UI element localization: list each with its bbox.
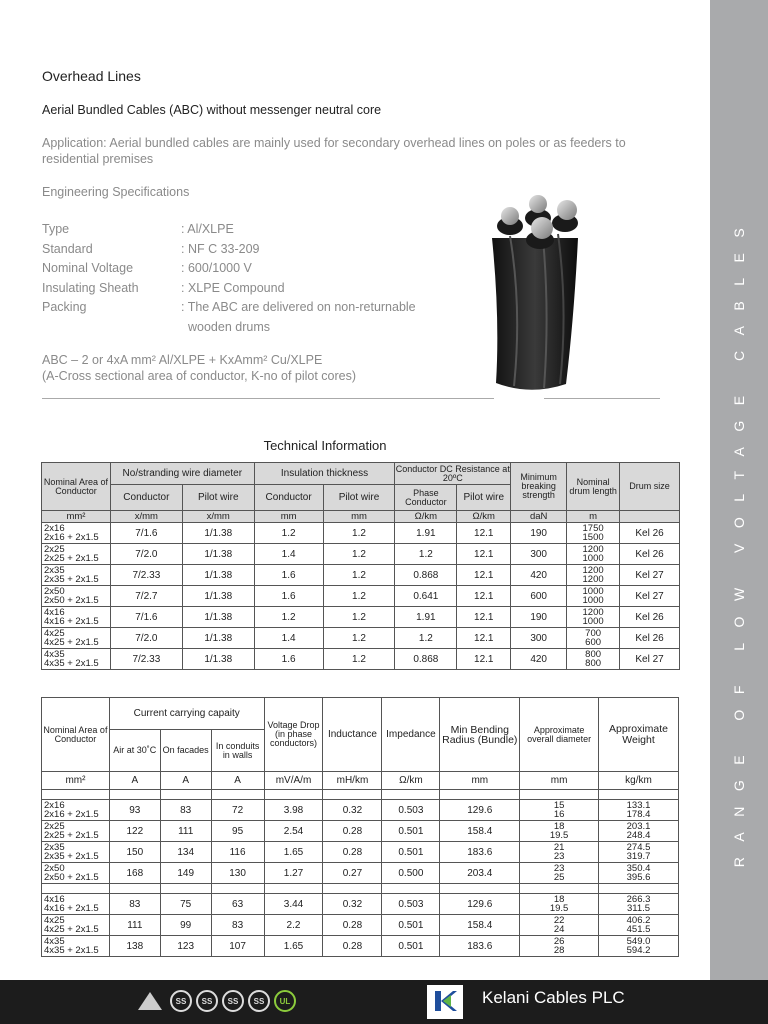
header-drum-size: Drum size <box>620 463 680 511</box>
insulation-pilot-cell: 1.2 <box>323 565 395 586</box>
tech-info-title: Technical Information <box>263 438 387 453</box>
pilot-cell: 1/1.38 <box>182 628 254 649</box>
table-row <box>42 842 679 863</box>
voltage-drop-cell: 3.98 <box>264 800 323 821</box>
sls-seal-icon: SS <box>248 990 270 1012</box>
spec-row <box>42 259 462 279</box>
voltage-drop-cell: 2.2 <box>264 915 323 936</box>
formula <box>42 352 356 384</box>
area-cell: 4x16 4x16 + 2x1.5 <box>42 607 111 628</box>
drum-size-cell: Kel 26 <box>620 628 680 649</box>
unit-cell: A <box>160 772 211 790</box>
weight-cell: 266.3 311.5 <box>599 894 679 915</box>
divider <box>544 398 660 399</box>
pilot-cell: 1/1.38 <box>182 565 254 586</box>
insulation-conductor-cell: 1.6 <box>254 649 323 670</box>
conductor-cell: 7/2.7 <box>110 586 182 607</box>
unit-cell: Ω/km <box>395 511 457 523</box>
weight-cell: 549.0 594.2 <box>599 936 679 957</box>
unit-cell <box>620 511 680 523</box>
table-row <box>42 894 679 915</box>
voltage-drop-cell: 3.44 <box>264 894 323 915</box>
formula-line-1: ABC – 2 or 4xA mm² Al/XLPE + KxAmm² Cu/XLPE <box>42 353 323 367</box>
insulation-conductor-cell: 1.4 <box>254 544 323 565</box>
resistance-pilot-cell: 12.1 <box>457 628 511 649</box>
spacer-cell <box>109 790 160 800</box>
page-subtitle: Aerial Bundled Cables (ABC) without messenger neutral core <box>42 103 382 117</box>
inductance-cell: 0.32 <box>323 800 382 821</box>
area-cell: 4x35 4x35 + 2x1.5 <box>42 649 111 670</box>
bending-radius-cell: 129.6 <box>440 894 520 915</box>
conduits-cell: 83 <box>211 915 264 936</box>
breaking-strength-cell: 420 <box>511 565 567 586</box>
table-row <box>42 915 679 936</box>
bending-radius-cell: 158.4 <box>440 915 520 936</box>
voltage-drop-cell: 2.54 <box>264 821 323 842</box>
table-row <box>42 936 679 957</box>
breaking-strength-cell: 600 <box>511 586 567 607</box>
spacer-cell <box>520 790 599 800</box>
spec-value: : NF C 33-209 <box>181 241 260 256</box>
spacer-cell <box>211 884 264 894</box>
conduits-cell: 95 <box>211 821 264 842</box>
header-drum-length: Nominal drum length <box>567 463 620 511</box>
unit-cell: mm <box>520 772 599 790</box>
unit-cell: A <box>109 772 160 790</box>
breaking-strength-cell: 420 <box>511 649 567 670</box>
spacer-cell <box>520 884 599 894</box>
resistance-phase-cell: 0.868 <box>395 565 457 586</box>
side-band-text: RANGE OF LOW VOLTAGE CABLES <box>731 212 747 868</box>
header-dc-resistance: Conductor DC Resistance at 20ºC <box>395 463 510 483</box>
area-cell: 2x35 2x35 + 2x1.5 <box>42 842 110 863</box>
header-current: Current carrying capaity <box>109 698 264 730</box>
unit-cell: mm² <box>42 511 111 523</box>
sls-seal-icon: SS <box>196 990 218 1012</box>
air-cell: 111 <box>109 915 160 936</box>
area-cell: 2x16 2x16 + 2x1.5 <box>42 800 110 821</box>
area-cell: 2x50 2x50 + 2x1.5 <box>42 586 111 607</box>
table-row <box>42 800 679 821</box>
drum-size-cell: Kel 27 <box>620 649 680 670</box>
side-band <box>710 0 768 980</box>
unit-cell: mm <box>254 511 323 523</box>
conductor-cell: 7/1.6 <box>110 523 182 544</box>
insulation-conductor-cell: 1.4 <box>254 628 323 649</box>
facades-cell: 134 <box>160 842 211 863</box>
spacer-cell <box>599 884 679 894</box>
footer-bar <box>0 980 768 1024</box>
impedance-cell: 0.501 <box>382 821 440 842</box>
unit-cell: mm <box>323 511 395 523</box>
conductor-cell: 7/2.33 <box>110 649 182 670</box>
insulation-conductor-cell: 1.6 <box>254 565 323 586</box>
spacer-cell <box>323 884 382 894</box>
drum-size-cell: Kel 26 <box>620 607 680 628</box>
spec-label: Packing <box>42 300 87 314</box>
header-nominal-area: Nominal Area of Conductor <box>42 698 110 772</box>
divider <box>42 398 494 399</box>
voltage-drop-cell: 1.65 <box>264 842 323 863</box>
header-pilot-wire: Pilot wire <box>457 485 511 511</box>
impedance-cell: 0.503 <box>382 894 440 915</box>
bending-radius-cell: 158.4 <box>440 821 520 842</box>
area-cell: 2x50 2x50 + 2x1.5 <box>42 863 110 884</box>
table-row <box>42 821 679 842</box>
unit-cell: daN <box>511 511 567 523</box>
technical-table <box>41 462 680 670</box>
table-row <box>42 607 680 628</box>
resistance-phase-cell: 0.641 <box>395 586 457 607</box>
air-cell: 83 <box>109 894 160 915</box>
conductor-cell: 7/2.0 <box>110 544 182 565</box>
spec-label: Nominal Voltage <box>42 261 134 275</box>
sls-seal-icon: SS <box>222 990 244 1012</box>
engineering-title: Engineering Specifications <box>42 185 190 199</box>
conduits-cell: 63 <box>211 894 264 915</box>
header-no-stranding: No/stranding wire diameter <box>110 463 254 485</box>
area-cell: 2x25 2x25 + 2x1.5 <box>42 544 111 565</box>
header-min-breaking: Minimum breaking strength <box>511 463 567 511</box>
table-row <box>42 628 680 649</box>
bending-radius-cell: 183.6 <box>440 842 520 863</box>
unit-cell: kg/km <box>599 772 679 790</box>
units-row <box>42 511 680 523</box>
bending-radius-cell: 129.6 <box>440 800 520 821</box>
area-cell: 2x25 2x25 + 2x1.5 <box>42 821 110 842</box>
unit-cell: A <box>211 772 264 790</box>
air-cell: 93 <box>109 800 160 821</box>
unit-cell: mm² <box>42 772 110 790</box>
facades-cell: 99 <box>160 915 211 936</box>
spacer-cell <box>382 884 440 894</box>
bending-radius-cell: 203.4 <box>440 863 520 884</box>
diameter-cell: 21 23 <box>520 842 599 863</box>
spacer-cell <box>382 790 440 800</box>
header-conduits: In conduits in walls <box>211 730 264 772</box>
resistance-phase-cell: 1.91 <box>395 523 457 544</box>
header-facades: On facades <box>160 730 211 772</box>
facades-cell: 83 <box>160 800 211 821</box>
insulation-pilot-cell: 1.2 <box>323 523 395 544</box>
diameter-cell: 26 28 <box>520 936 599 957</box>
impedance-cell: 0.500 <box>382 863 440 884</box>
voltage-drop-cell: 1.27 <box>264 863 323 884</box>
facades-cell: 111 <box>160 821 211 842</box>
diameter-cell: 15 16 <box>520 800 599 821</box>
breaking-strength-cell: 300 <box>511 628 567 649</box>
facades-cell: 75 <box>160 894 211 915</box>
unit-cell: mV/A/m <box>264 772 323 790</box>
spec-label: Type <box>42 222 70 236</box>
weight-cell: 203.1 248.4 <box>599 821 679 842</box>
pilot-cell: 1/1.38 <box>182 607 254 628</box>
breaking-strength-cell: 190 <box>511 523 567 544</box>
spacer-cell <box>42 790 110 800</box>
inductance-cell: 0.28 <box>323 821 382 842</box>
breaking-strength-cell: 190 <box>511 607 567 628</box>
diameter-cell: 23 25 <box>520 863 599 884</box>
diameter-cell: 22 24 <box>520 915 599 936</box>
header-conductor: Conductor <box>110 485 182 511</box>
air-cell: 150 <box>109 842 160 863</box>
resistance-phase-cell: 1.2 <box>395 544 457 565</box>
insulation-conductor-cell: 1.2 <box>254 607 323 628</box>
conductor-cell: 7/2.0 <box>110 628 182 649</box>
drum-length-cell: 1200 1200 <box>567 565 620 586</box>
header-impedance: Impedance <box>382 698 440 772</box>
inductance-cell: 0.28 <box>323 936 382 957</box>
conduits-cell: 116 <box>211 842 264 863</box>
header-phase-conductor: Phase Conductor <box>395 485 457 511</box>
spacer-row <box>42 790 679 800</box>
resistance-phase-cell: 0.868 <box>395 649 457 670</box>
area-cell: 4x35 4x35 + 2x1.5 <box>42 936 110 957</box>
spec-value: : 600/1000 V <box>181 261 252 275</box>
breaking-strength-cell: 300 <box>511 544 567 565</box>
area-cell: 2x35 2x35 + 2x1.5 <box>42 565 111 586</box>
facades-cell: 123 <box>160 936 211 957</box>
voltage-drop-cell: 1.65 <box>264 936 323 957</box>
resistance-pilot-cell: 12.1 <box>457 544 511 565</box>
conductor-cell: 7/2.33 <box>110 565 182 586</box>
header-pilot-wire: Pilot wire <box>182 485 254 511</box>
drum-length-cell: 800 800 <box>567 649 620 670</box>
insulation-pilot-cell: 1.2 <box>323 544 395 565</box>
unit-cell: m <box>567 511 620 523</box>
table-row <box>42 523 680 544</box>
resistance-phase-cell: 1.91 <box>395 607 457 628</box>
pilot-cell: 1/1.38 <box>182 586 254 607</box>
area-cell: 4x25 4x25 + 2x1.5 <box>42 628 111 649</box>
resistance-pilot-cell: 12.1 <box>457 649 511 670</box>
conduits-cell: 130 <box>211 863 264 884</box>
inductance-cell: 0.27 <box>323 863 382 884</box>
sls-seal-icon: SS <box>170 990 192 1012</box>
insulation-conductor-cell: 1.6 <box>254 586 323 607</box>
spec-label: Standard <box>42 241 93 256</box>
pilot-cell: 1/1.38 <box>182 544 254 565</box>
current-capacity-table <box>41 697 679 957</box>
spec-row <box>42 220 462 240</box>
drum-size-cell: Kel 26 <box>620 544 680 565</box>
area-cell: 4x25 4x25 + 2x1.5 <box>42 915 110 936</box>
resistance-pilot-cell: 12.1 <box>457 586 511 607</box>
unit-cell: x/mm <box>110 511 182 523</box>
facades-cell: 149 <box>160 863 211 884</box>
header-pilot-wire: Pilot wire <box>323 485 395 511</box>
unit-cell: x/mm <box>182 511 254 523</box>
header-insulation: Insulation thickness <box>254 463 395 485</box>
unit-cell: Ω/km <box>382 772 440 790</box>
header-conductor: Conductor <box>254 485 323 511</box>
spacer-cell <box>160 790 211 800</box>
air-cell: 138 <box>109 936 160 957</box>
weight-cell: 133.1 178.4 <box>599 800 679 821</box>
insulation-pilot-cell: 1.2 <box>323 586 395 607</box>
spec-value: : The ABC are delivered on non-returnable <box>181 300 416 314</box>
resistance-pilot-cell: 12.1 <box>457 607 511 628</box>
spacer-cell <box>160 884 211 894</box>
drum-length-cell: 700 600 <box>567 628 620 649</box>
drum-size-cell: Kel 27 <box>620 586 680 607</box>
header-bending: Min Bending Radius (Bundle) <box>440 698 520 772</box>
inductance-cell: 0.28 <box>323 915 382 936</box>
pilot-cell: 1/1.38 <box>182 523 254 544</box>
weight-cell: 350.4 395.6 <box>599 863 679 884</box>
table-row <box>42 544 680 565</box>
cable-photo <box>470 178 620 398</box>
drum-length-cell: 1200 1000 <box>567 544 620 565</box>
drum-length-cell: 1750 1500 <box>567 523 620 544</box>
spacer-cell <box>440 790 520 800</box>
header-inductance: Inductance <box>323 698 382 772</box>
drum-length-cell: 1200 1000 <box>567 607 620 628</box>
insulation-pilot-cell: 1.2 <box>323 649 395 670</box>
spacer-row <box>42 884 679 894</box>
spec-value: : Al/XLPE <box>181 222 234 236</box>
insulation-pilot-cell: 1.2 <box>323 607 395 628</box>
pilot-cell: 1/1.38 <box>182 649 254 670</box>
spacer-cell <box>264 884 323 894</box>
insulation-pilot-cell: 1.2 <box>323 628 395 649</box>
spacer-cell <box>42 884 110 894</box>
bending-radius-cell: 183.6 <box>440 936 520 957</box>
header-voltage-drop: Voltage Drop (in phase conductors) <box>264 698 323 772</box>
header-air: Air at 30˚C <box>109 730 160 772</box>
resistance-pilot-cell: 12.1 <box>457 565 511 586</box>
certification-marks <box>138 988 296 1014</box>
insulation-conductor-cell: 1.2 <box>254 523 323 544</box>
table-row <box>42 863 679 884</box>
conduits-cell: 107 <box>211 936 264 957</box>
spacer-cell <box>440 884 520 894</box>
spec-row <box>42 298 462 318</box>
spec-continuation: wooden drums <box>188 319 270 334</box>
air-cell: 122 <box>109 821 160 842</box>
ul-seal-icon: UL <box>274 990 296 1012</box>
header-weight: Approximate Weight <box>599 698 679 772</box>
inductance-cell: 0.32 <box>323 894 382 915</box>
area-cell: 4x16 4x16 + 2x1.5 <box>42 894 110 915</box>
conductor-cell: 7/1.6 <box>110 607 182 628</box>
impedance-cell: 0.503 <box>382 800 440 821</box>
spec-label: Insulating Sheath <box>42 280 139 295</box>
page-title: Overhead Lines <box>42 68 141 84</box>
spec-row <box>42 240 462 260</box>
units-row <box>42 772 679 790</box>
diameter-cell: 18 19.5 <box>520 894 599 915</box>
header-nominal-area: Nominal Area of Conductor <box>42 463 111 511</box>
application-text: Application: Aerial bundled cables are mainly used for secondary overhead lines on poles or as feeders to residential premises <box>42 136 626 166</box>
drum-size-cell: Kel 27 <box>620 565 680 586</box>
triangle-mark-icon <box>138 992 162 1010</box>
unit-cell: Ω/km <box>457 511 511 523</box>
spec-list <box>42 220 462 337</box>
spec-value: : XLPE Compound <box>181 280 285 295</box>
spacer-cell <box>599 790 679 800</box>
kelani-logo-icon <box>427 985 463 1019</box>
resistance-pilot-cell: 12.1 <box>457 523 511 544</box>
brand-name: Kelani Cables PLC <box>482 988 625 1007</box>
area-cell: 2x16 2x16 + 2x1.5 <box>42 523 111 544</box>
formula-line-2: (A-Cross sectional area of conductor, K-no of pilot cores) <box>42 369 357 383</box>
spacer-cell <box>323 790 382 800</box>
weight-cell: 406.2 451.5 <box>599 915 679 936</box>
spacer-cell <box>109 884 160 894</box>
weight-cell: 274.5 319.7 <box>599 842 679 863</box>
drum-size-cell: Kel 26 <box>620 523 680 544</box>
inductance-cell: 0.28 <box>323 842 382 863</box>
drum-length-cell: 1000 1000 <box>567 586 620 607</box>
table-row <box>42 649 680 670</box>
impedance-cell: 0.501 <box>382 936 440 957</box>
diameter-cell: 18 19.5 <box>520 821 599 842</box>
air-cell: 168 <box>109 863 160 884</box>
header-diameter: Approximate overall diameter <box>520 698 599 772</box>
unit-cell: mH/km <box>323 772 382 790</box>
table-row <box>42 586 680 607</box>
conduits-cell: 72 <box>211 800 264 821</box>
spacer-cell <box>264 790 323 800</box>
impedance-cell: 0.501 <box>382 842 440 863</box>
unit-cell: mm <box>440 772 520 790</box>
resistance-phase-cell: 1.2 <box>395 628 457 649</box>
spec-row <box>42 279 462 299</box>
table-row <box>42 565 680 586</box>
spacer-cell <box>211 790 264 800</box>
impedance-cell: 0.501 <box>382 915 440 936</box>
